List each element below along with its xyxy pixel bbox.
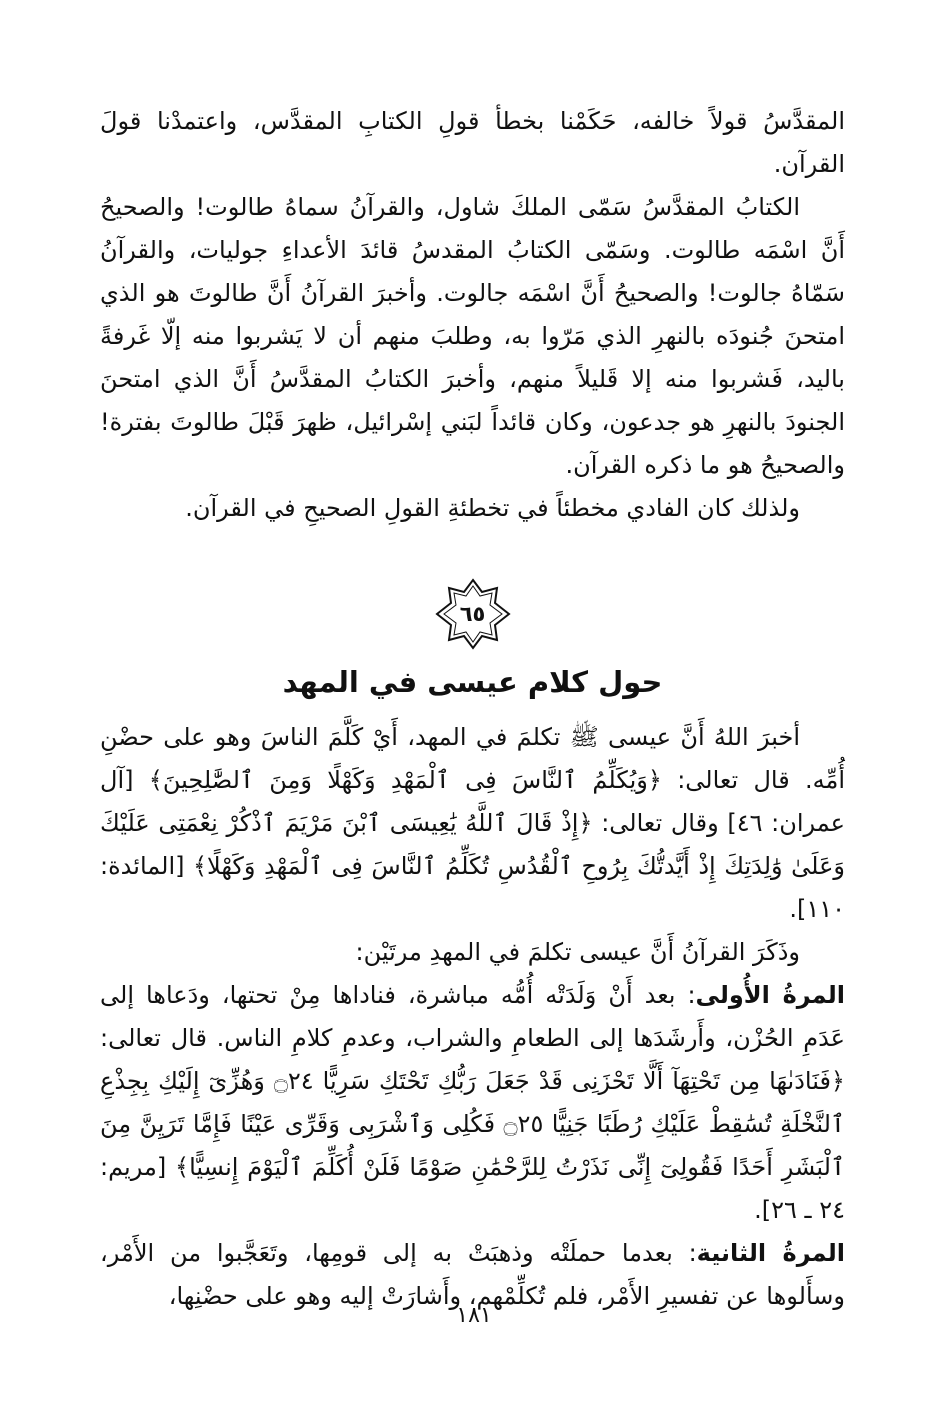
paragraph-first-time [100,974,845,1232]
section-spacer [100,530,845,578]
paragraph-intro: أخبرَ اللهُ أَنَّ عيسى ﷺ تكلمَ في المهد، أَيْ كَلَّمَ الناسَ وهو على حضْنِ أُمِّه. قال تعالى: ﴿وَيُكَلِّمُ ٱلنَّاسَ فِى ٱلْمَهْدِ وَكَهْلًا وَمِنَ ٱلصَّٰلِحِينَ﴾ [آل عمران: ٤٦] وقال تعالى: ﴿إِذْ قَالَ ٱللَّهُ يَٰعِيسَى ٱبْنَ مَرْيَمَ ٱذْكُرْ نِعْمَتِى عَلَيْكَ وَعَلَىٰ وَٰلِدَتِكَ إِذْ أَيَّدتُّكَ بِرُوحِ ٱلْقُدُسِ تُكَلِّمُ ٱلنَّاسَ فِى ٱلْمَهْدِ وَكَهْلًا﴾ [المائدة: ١١٠]. [100,723,845,923]
paragraph-2: الكتابُ المقدَّسُ سَمّى الملكَ شاول، والقرآنُ سماهُ طالوت! والصحيحُ أَنَّ اسْمَه طالوت. وسَمّى الكتابُ المقدسُ قائدَ الأعداءِ جوليات، والقرآنُ سَمّاهُ جالوت! والصحيحُ أَنَّ اسْمَه جالوت. وأخبرَ القرآنُ أَنَّ طالوتَ هو الذي امتحنَ جُنودَه بالنهرِ الذي مَرّوا به، وطلبَ منهم أن لا يَشربوا منه إلّا غَرفةً باليد، فَشربوا منه إلا قَليلاً منهم، وأخبرَ الكتابُ المقدَّسُ أَنَّ الذي امتحنَ الجنودَ بالنهرِ هو جدعون، وكان قائداً لبَني إسْرائيل، ظهرَ قَبْلَ طالوتَ بفترة! والصحيحُ هو ما ذكره القرآن. [100,193,845,479]
section-number: ٦٥ [459,601,486,626]
page-body [100,100,845,1318]
first-time-text: : بعد أَنْ وَلَدَتْه أُمُّه مباشرة، فناداها مِنْ تحتها، ودَعاها إلى عَدَمِ الحُزْن، وأَرشَدَها إلى الطعامِ والشراب، وعدمِ كلامِ الناس. قال تعالى: ﴿فَنَادَىٰهَا مِن تَحْتِهَآ أَلَّا تَحْزَنِى قَدْ جَعَلَ رَبُّكِ تَحْتَكِ سَرِيًّا ۝٢٤ وَهُزِّىٓ إِلَيْكِ بِجِذْعِ ٱلنَّخْلَةِ تُسَٰقِطْ عَلَيْكِ رُطَبًا جَنِيًّا ۝٢٥ فَكُلِى وَٱشْرَبِى وَقَرِّى عَيْنًا فَإِمَّا تَرَيِنَّ مِنَ ٱلْبَشَرِ أَحَدًا فَقُولِىٓ إِنِّى نَذَرْتُ لِلرَّحْمَٰنِ صَوْمًا فَلَنْ أُكَلِّمَ ٱلْيَوْمَ إِنسِيًّا﴾ [مريم: ٢٤ ـ ٢٦]. [100,981,845,1224]
second-time-label: المرةُ الثانية [696,1239,845,1267]
paragraph-3: ولذلك كان الفادي مخطئاً في تخطئةِ القولِ الصحيحِ في القرآن. [185,494,800,522]
section-badge-row [100,578,845,650]
page-number: ١٨١ [456,1303,492,1328]
section-title: حول كلام عيسى في المهد [282,665,663,699]
paragraph-mention: وذَكَرَ القرآنُ أَنَّ عيسى تكلمَ في المهدِ مرتَيْن: [355,938,800,966]
paragraph-1: المقدَّسُ قولاً خالفه، حَكَمْنا بخطأ قولِ الكتابِ المقدَّس، واعتمدْنا قولَ القرآن. [100,107,845,178]
first-time-label: المرةُ الأُولى [695,981,845,1009]
section-number-badge [435,578,511,650]
second-time-text: : بعدما حملَتْه وذهبَتْ به إلى قومِها، وتَعَجَّبوا من الأَمْر، وسأَلوها عن تفسيرِ الأَمْر، فلم تُكلِّمْهم، وأَشارَتْ إليه وهو على حضْنِها، [100,1239,845,1310]
